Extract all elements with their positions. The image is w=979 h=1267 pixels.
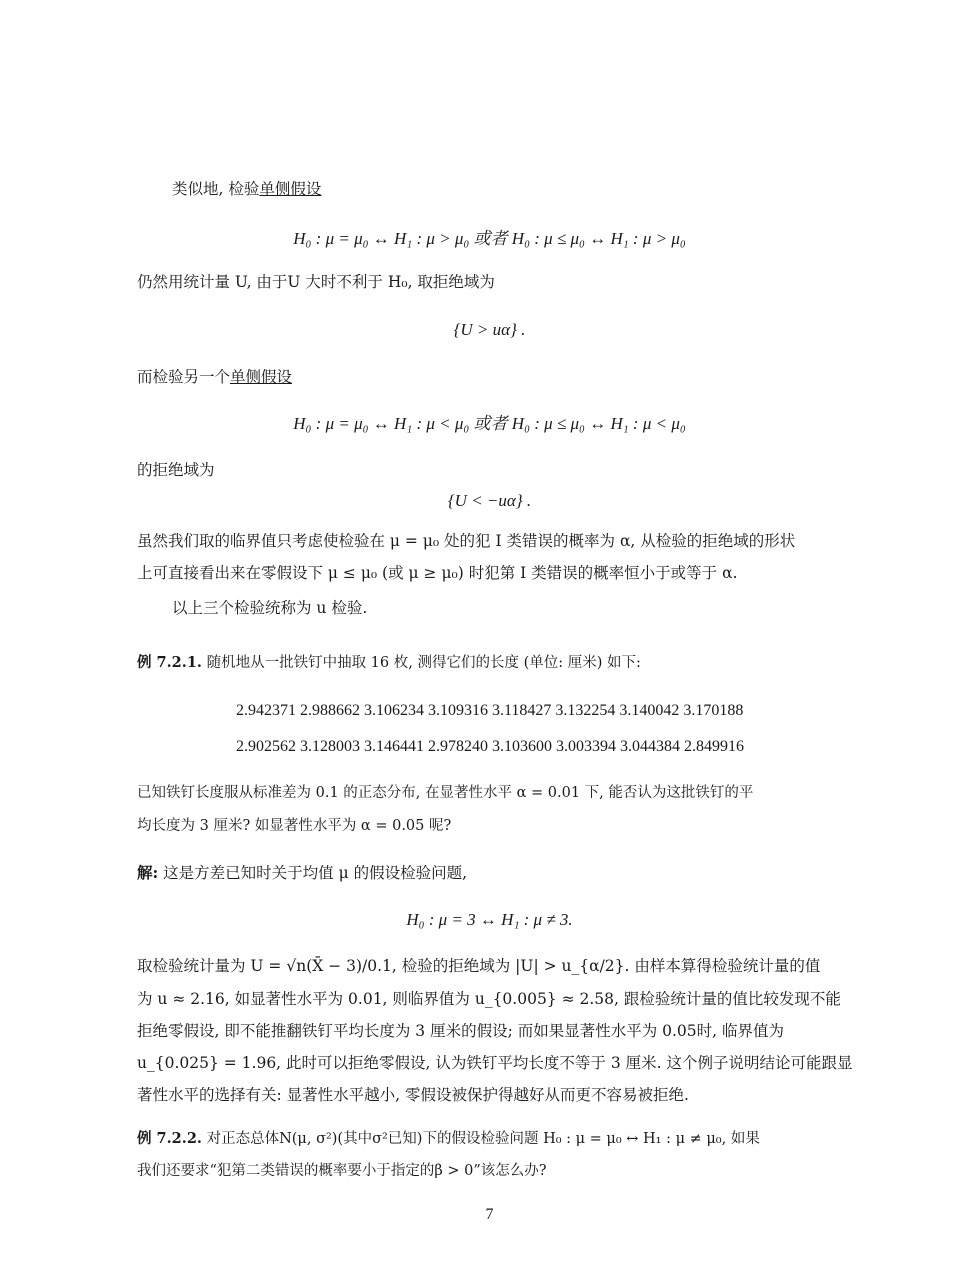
text-segment: 而检验另一个 xyxy=(137,368,231,386)
equation: H₀ : μ = μ₀ ↔ H₁ : μ < μ₀ 或者 H₀ : μ ≤ μ₀ ↔ H₁ : μ < μ₀ xyxy=(293,414,686,433)
text-line: 著性水平的选择有关: 显著性水平越小, 零假设被保护得越好从而更不容易被拒绝. xyxy=(137,1086,689,1104)
text-line xyxy=(172,178,321,200)
text-segment: 类似地, 检验 xyxy=(172,180,260,198)
text-line: 的拒绝域为 xyxy=(137,461,215,479)
example-text: 对正态总体N(μ, σ²)(其中σ²已知)下的假设检验问题 H₀ : μ = μ₀ ↔ H₁ : μ ≠ μ₀, 如果 xyxy=(206,1131,760,1147)
example-heading xyxy=(137,652,641,674)
text-line: 为 u ≈ 2.16, 如显著性水平为 0.01, 则临界值为 u_{0.005} ≈ 2.58, 跟检验统计量的值比较发现不能 xyxy=(137,990,841,1008)
text-line: 拒绝零假设, 即不能推翻铁钉平均长度为 3 厘米的假设; 而如果显著性水平为 0.05时, 临界值为 xyxy=(137,1022,785,1040)
text-line: u_{0.025} = 1.96, 此时可以拒绝零假设, 认为铁钉平均长度不等于 3 厘米. 这个例子说明结论可能跟显 xyxy=(137,1054,853,1072)
underlined-term: 单侧假设 xyxy=(230,368,293,386)
example-heading xyxy=(137,1128,760,1150)
equation: {U < −uα} . xyxy=(447,491,532,510)
text-line: 上可直接看出来在零假设下 μ ≤ μ₀ (或 μ ≥ μ₀) 时犯第 I 类错误的概率恒小于或等于 α. xyxy=(137,564,738,582)
text-line: 以上三个检验统称为 u 检验. xyxy=(172,599,368,617)
example-text: 随机地从一批铁钉中抽取 16 枚, 测得它们的长度 (单位: 厘米) 如下: xyxy=(206,655,641,671)
example-text: 均长度为 3 厘米? 如显著性水平为 α = 0.05 呢? xyxy=(137,818,452,834)
page-number: 7 xyxy=(485,1206,494,1223)
example-label: 例 7.2.1. xyxy=(137,654,202,671)
text-line: 仍然用统计量 U, 由于U 大时不利于 H₀, 取拒绝域为 xyxy=(137,273,495,291)
solution-text: 这是方差已知时关于均值 μ 的假设检验问题, xyxy=(163,864,468,882)
equation: H₀ : μ = 3 ↔ H₁ : μ ≠ 3. xyxy=(406,910,573,929)
equation: H₀ : μ = μ₀ ↔ H₁ : μ > μ₀ 或者 H₀ : μ ≤ μ₀ ↔ H₁ : μ > μ₀ xyxy=(293,229,686,248)
example-text: 我们还要求“犯第二类错误的概率要小于指定的β > 0”该怎么办? xyxy=(137,1163,547,1179)
solution-label: 解: xyxy=(137,863,159,882)
solution-line xyxy=(137,862,467,884)
text-line xyxy=(137,366,292,388)
equation: {U > uα} . xyxy=(453,320,526,339)
example-text: 已知铁钉长度服从标准差为 0.1 的正态分布, 在显著性水平 α = 0.01 下, 能否认为这批铁钉的平 xyxy=(137,785,754,801)
underlined-term: 单侧假设 xyxy=(259,180,322,198)
data-row: 2.942371 2.988662 3.106234 3.109316 3.118427 3.132254 3.140042 3.170188 xyxy=(236,702,744,719)
data-row: 2.902562 3.128003 3.146441 2.978240 3.103600 3.003394 3.044384 2.849916 xyxy=(236,738,744,755)
text-line: 取检验统计量为 U = √n(X̄ − 3)/0.1, 检验的拒绝域为 |U| > u_{α/2}. 由样本算得检验统计量的值 xyxy=(137,957,821,975)
example-label: 例 7.2.2. xyxy=(137,1130,202,1147)
text-line: 虽然我们取的临界值只考虑使检验在 μ = μ₀ 处的犯 I 类错误的概率为 α, 从检验的拒绝域的形状 xyxy=(137,532,796,550)
